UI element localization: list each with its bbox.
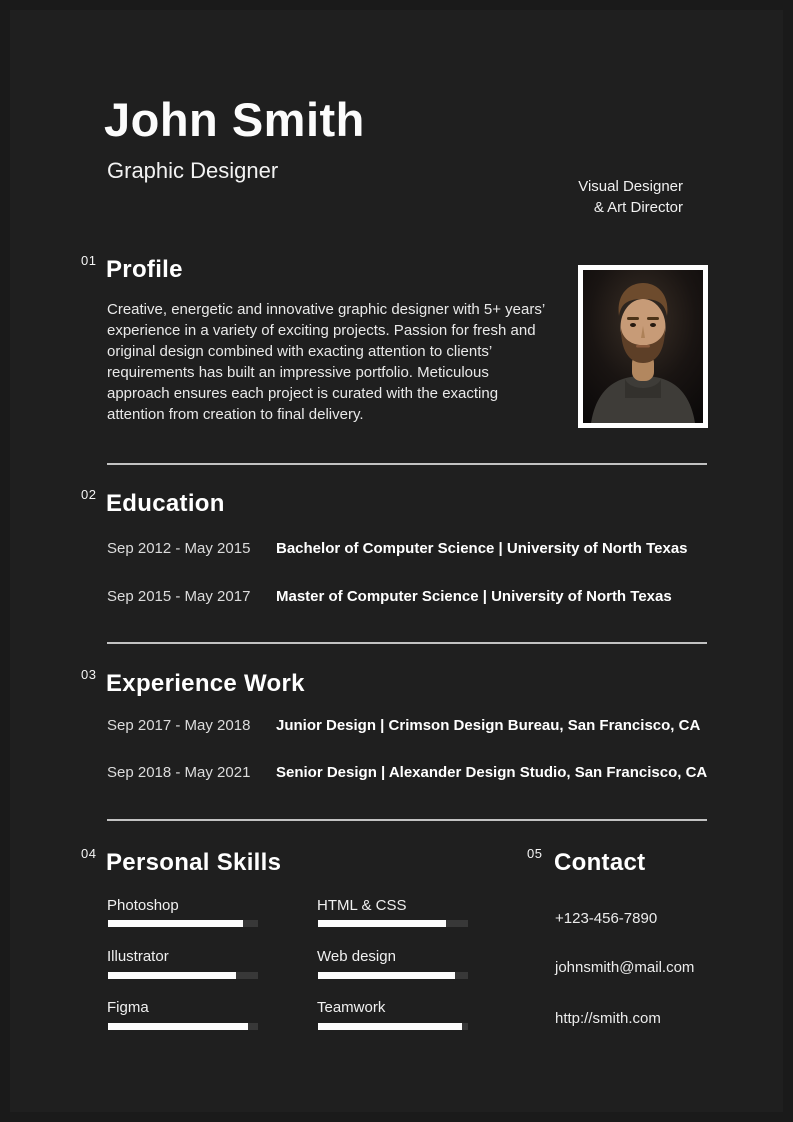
education-dates: Sep 2012 - May 2015 — [107, 540, 251, 557]
section-number-experience: 03 — [81, 667, 97, 682]
profile-photo — [578, 265, 708, 428]
education-detail: Bachelor of Computer Science | University of North Texas — [276, 540, 688, 557]
skill-label: HTML & CSS — [317, 897, 407, 914]
skill-bar-fill — [108, 972, 236, 979]
section-heading-contact: Contact — [554, 849, 646, 876]
experience-dates: Sep 2017 - May 2018 — [107, 717, 251, 734]
divider-3 — [107, 819, 707, 821]
person-name: John Smith — [104, 93, 365, 146]
divider-2 — [107, 642, 707, 644]
tagline-line-2: & Art Director — [593, 199, 683, 216]
tagline-line-1: Visual Designer — [578, 178, 683, 195]
skill-bar-fill — [318, 920, 446, 927]
skill-bar — [318, 972, 468, 979]
section-heading-profile: Profile — [106, 256, 183, 283]
skill-label: Web design — [317, 948, 396, 965]
skill-bar-fill — [318, 972, 455, 979]
section-number-profile: 01 — [81, 253, 97, 268]
skill-label: Teamwork — [317, 999, 386, 1016]
contact-email: johnsmith@mail.com — [555, 959, 695, 976]
job-title: Graphic Designer — [107, 158, 279, 183]
skill-bar — [108, 1023, 258, 1030]
experience-detail: Senior Design | Alexander Design Studio, San Francisco, CA — [276, 764, 708, 781]
section-heading-education: Education — [106, 490, 225, 517]
section-heading-experience: Experience Work — [106, 670, 305, 697]
skill-bar-fill — [108, 1023, 248, 1030]
experience-detail: Junior Design | Crimson Design Bureau, San Francisco, CA — [276, 717, 701, 734]
experience-dates: Sep 2018 - May 2021 — [107, 764, 251, 781]
header-tagline — [578, 176, 683, 218]
skill-bar — [318, 1023, 468, 1030]
skill-bar — [108, 920, 258, 927]
education-dates: Sep 2015 - May 2017 — [107, 588, 251, 605]
skill-bar-fill — [318, 1023, 462, 1030]
skill-bar-fill — [108, 920, 243, 927]
section-number-education: 02 — [81, 487, 97, 502]
section-number-contact: 05 — [527, 846, 543, 861]
skill-bar — [108, 972, 258, 979]
contact-website: http://smith.com — [555, 1010, 661, 1027]
divider-1 — [107, 463, 707, 465]
profile-summary: Creative, energetic and innovative graphic designer with 5+ years’ experience in a variety of exciting projects. Passion for fresh and original design combined with exacting attention to clients’ requirements has built an impressive portfolio. Meticulous approach ensures each project is curated with the exacting attention from creation to final delivery. — [107, 301, 545, 423]
skill-bar — [318, 920, 468, 927]
section-number-skills: 04 — [81, 846, 97, 861]
contact-phone: +123-456-7890 — [555, 910, 658, 927]
section-heading-skills: Personal Skills — [106, 849, 282, 876]
education-detail: Master of Computer Science | University of North Texas — [276, 588, 672, 605]
skill-label: Illustrator — [107, 948, 169, 965]
skill-label: Figma — [107, 999, 149, 1016]
portrait-illustration — [583, 270, 703, 423]
skill-label: Photoshop — [107, 897, 179, 914]
